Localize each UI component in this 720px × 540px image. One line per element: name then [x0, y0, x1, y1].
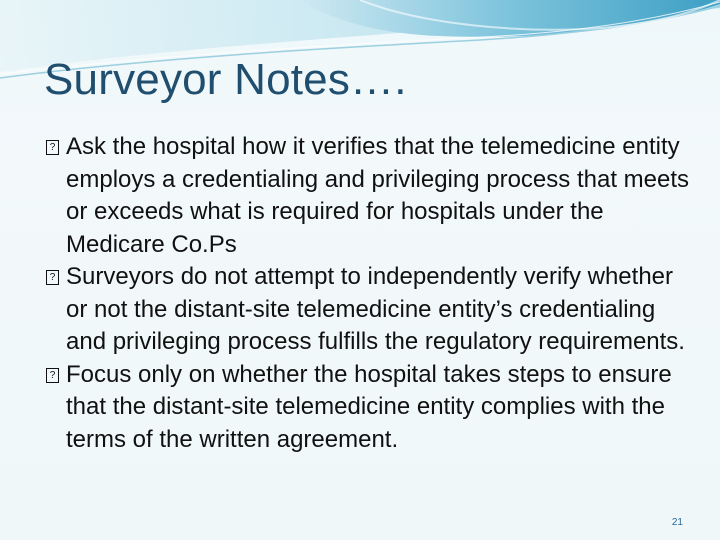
slide-title: Surveyor Notes…. — [44, 55, 407, 104]
bullet-list — [46, 131, 696, 456]
bullet-item — [46, 359, 696, 457]
bullet-glyph-icon: ? — [46, 270, 59, 285]
bullet-item — [46, 131, 696, 261]
bullet-text: Ask the hospital how it verifies that the telemedicine entity employs a credentialing and privileging process that meets or exceeds what is required for hospitals under the Medicare Co.Ps — [66, 133, 690, 258]
bullet-text: Surveyors do not attempt to independently verify whether or not the distant-site telemedicine entity’s credentialing and privileging process fulfills the regulatory requirements. — [66, 263, 685, 355]
page-number: 21 — [671, 517, 683, 528]
bullet-text: Focus only on whether the hospital takes steps to ensure that the distant-site telemedicine entity complies with the terms of the written agreement. — [66, 360, 672, 453]
bullet-glyph-icon: ? — [46, 368, 59, 383]
bullet-glyph-icon: ? — [46, 140, 59, 155]
bullet-item — [46, 261, 696, 359]
